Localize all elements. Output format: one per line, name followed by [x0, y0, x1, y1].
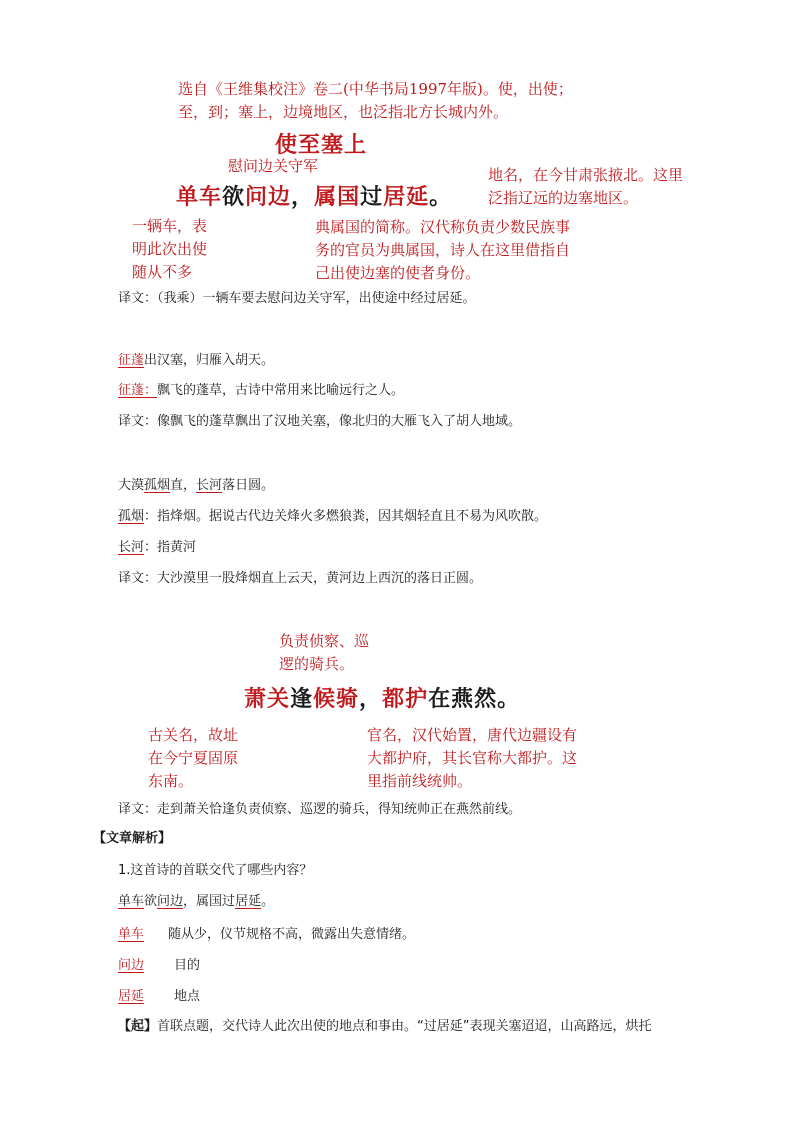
note-juyan-line-1: 地名，在今甘肃张掖北。这里 [488, 166, 684, 184]
term-changhe: 长河 [196, 478, 223, 493]
word-guo: 过 [360, 185, 384, 210]
poem-line-1 [176, 180, 452, 211]
period: 。 [497, 687, 521, 712]
gloss-zhengpeng: 征蓬：飘飞的蓬草，古诗中常用来比喻远行之人。 [118, 383, 405, 398]
word-wenbian: 问边 [245, 185, 292, 210]
poem-title: 使至塞上 [275, 133, 368, 158]
gloss-changhe: 长河：指黄河 [118, 540, 197, 555]
word-xiaoguan: 萧关 [244, 687, 291, 712]
gloss-guyan: 孤烟：指烽烟。据说古代边关烽火多燃狼粪，因其烟轻直且不易为风吹散。 [118, 509, 548, 524]
poem-line-2: 征蓬出汉塞，归雁入胡天。 [118, 353, 275, 368]
translation-1: 译文：（我乘）一辆车要去慰问边关守军，出使途中经过居延。 [118, 291, 476, 306]
word-feng: 逢 [290, 687, 314, 712]
period: 。 [429, 185, 453, 210]
analysis-poem-line: 单车欲问边，属国过居延。 [118, 894, 275, 909]
word-yu: 欲 [222, 185, 246, 210]
poem-line-4 [244, 682, 520, 713]
word-danche: 单车 [176, 185, 223, 210]
word-houqi: 候骑 [313, 687, 360, 712]
word-duhu: 都护 [382, 687, 429, 712]
analysis-summary: 【起】首联点题，交代诗人此次出使的地点和事由。“过居延”表现关塞迢迢，山高路远，烘托 [118, 1019, 652, 1034]
note-xiaoguan: 古关名，故址 在今宁夏固原 东南。 [148, 726, 239, 790]
comma: ， [359, 687, 383, 712]
word-juyan: 居延 [383, 185, 430, 210]
translation-4: 译文：走到萧关恰逢负责侦察、巡逻的骑兵，得知统帅正在燕然前线。 [118, 802, 522, 817]
analysis-question: 1.这首诗的首联交代了哪些内容？ [118, 863, 313, 878]
analysis-heading: 【文章解析】 [93, 831, 172, 846]
translation-2: 译文：像飘飞的蓬草飘出了汉地关塞，像北归的大雁飞入了胡人地域。 [118, 414, 522, 429]
note-weiwen: 慰问边关守军 [228, 157, 319, 175]
term-zhengpeng: 征蓬 [118, 353, 145, 368]
poem-line-3: 大漠孤烟直，长河落日圆。 [118, 478, 275, 493]
word-shuguo: 属国 [314, 185, 361, 210]
note-shuguo: 典属国的简称。汉代称负责少数民族事 务的官员为典属国，诗人在这里借指自 己出使边塞的使者身份。 [315, 218, 571, 282]
translation-3: 译文：大沙漠里一股烽烟直上云天，黄河边上西沉的落日正圆。 [118, 571, 483, 586]
note-source-line-1: 选自《王维集校注》卷二(中华书局1997年版)。使，出使； [178, 80, 573, 98]
term-guyan: 孤烟 [144, 478, 171, 493]
analysis-item-wenbian: 问边 目的 [118, 958, 201, 973]
note-danche: 一辆车，表 明此次出使 随从不多 [132, 217, 208, 281]
note-houqi: 负责侦察、巡 逻的骑兵。 [279, 632, 370, 673]
note-juyan-line-2: 泛指辽远的边塞地区。 [488, 189, 639, 207]
note-duhu: 官名，汉代始置，唐代边疆设有 大都护府，其长官称大都护。这 里指前线统帅。 [367, 726, 578, 790]
analysis-item-juyan: 居延 地点 [118, 989, 201, 1004]
comma: ， [291, 185, 315, 210]
note-source-line-2: 至，到；塞上，边境地区，也泛指北方长城内外。 [178, 103, 509, 121]
word-zaiyanran: 在燕然 [428, 687, 498, 712]
analysis-item-danche: 单车 随从少，仪节规格不高，微露出失意情绪。 [118, 927, 416, 942]
